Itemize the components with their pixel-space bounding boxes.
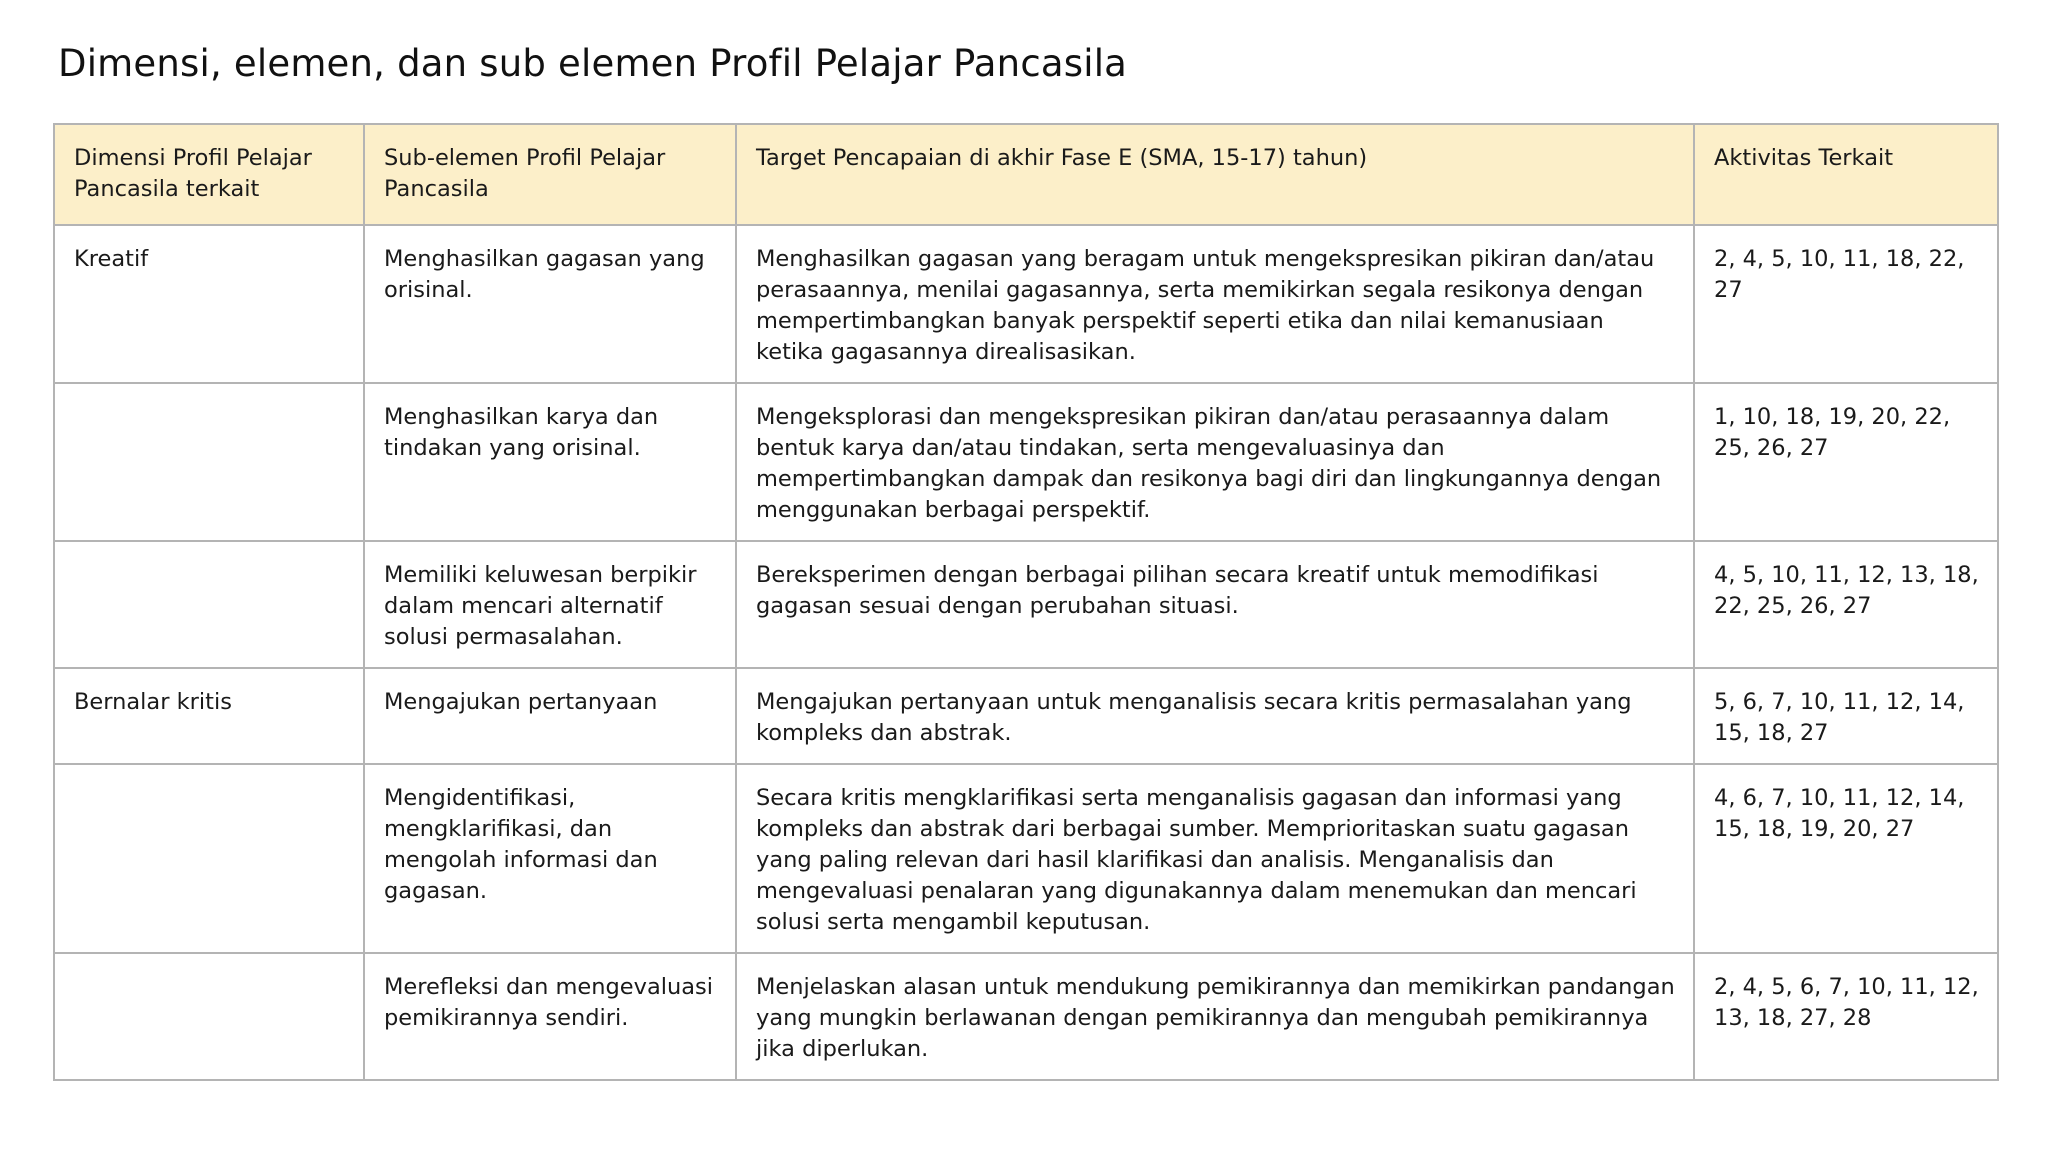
cell-dimension	[54, 953, 364, 1080]
header-sub-element: Sub-elemen Profil Pelajar Pancasila	[364, 124, 736, 225]
table-row	[54, 953, 1998, 1080]
table-header-row	[54, 124, 1998, 225]
cell-activities: 2, 4, 5, 10, 11, 18, 22, 27	[1694, 225, 1998, 383]
table-row	[54, 383, 1998, 541]
cell-activities: 5, 6, 7, 10, 11, 12, 14, 15, 18, 27	[1694, 668, 1998, 764]
cell-target: Mengajukan pertanyaan untuk menganalisis secara kritis permasalahan yang kompleks dan abstrak.	[736, 668, 1694, 764]
cell-sub-element: Merefleksi dan mengevaluasi pemikirannya sendiri.	[364, 953, 736, 1080]
cell-activities: 2, 4, 5, 6, 7, 10, 11, 12, 13, 18, 27, 28	[1694, 953, 1998, 1080]
header-dimension: Dimensi Profil Pelajar Pancasila terkait	[54, 124, 364, 225]
cell-dimension: Kreatif	[54, 225, 364, 383]
profile-table	[53, 123, 1999, 1081]
cell-dimension	[54, 764, 364, 953]
cell-dimension	[54, 541, 364, 668]
cell-dimension: Bernalar kritis	[54, 668, 364, 764]
cell-sub-element: Mengajukan pertanyaan	[364, 668, 736, 764]
header-activities: Aktivitas Terkait	[1694, 124, 1998, 225]
cell-target: Mengeksplorasi dan mengekspresikan pikiran dan/atau perasaannya dalam bentuk karya dan/atau tindakan, serta mengevaluasinya dan mempertimbangkan dampak dan resikonya bagi diri dan lingkungannya dengan menggunakan berbagai perspektif.	[736, 383, 1694, 541]
cell-target: Secara kritis mengklarifikasi serta menganalisis gagasan dan informasi yang kompleks dan abstrak dari berbagai sumber. Memprioritaskan suatu gagasan yang paling relevan dari hasil klarifikasi dan analisis. Menganalisis dan mengevaluasi penalaran yang digunakannya dalam menemukan dan mencari solusi serta mengambil keputusan.	[736, 764, 1694, 953]
cell-target: Menjelaskan alasan untuk mendukung pemikirannya dan memikirkan pandangan yang mungkin berlawanan dengan pemikirannya dan mengubah pemikirannya jika diperlukan.	[736, 953, 1694, 1080]
table-row	[54, 764, 1998, 953]
cell-sub-element: Menghasilkan karya dan tindakan yang orisinal.	[364, 383, 736, 541]
cell-activities: 4, 6, 7, 10, 11, 12, 14, 15, 18, 19, 20, 27	[1694, 764, 1998, 953]
table-row	[54, 668, 1998, 764]
cell-activities: 4, 5, 10, 11, 12, 13, 18, 22, 25, 26, 27	[1694, 541, 1998, 668]
table-row	[54, 225, 1998, 383]
cell-target: Bereksperimen dengan berbagai pilihan secara kreatif untuk memodifikasi gagasan sesuai dengan perubahan situasi.	[736, 541, 1694, 668]
cell-sub-element: Menghasilkan gagasan yang orisinal.	[364, 225, 736, 383]
table-row	[54, 541, 1998, 668]
cell-activities: 1, 10, 18, 19, 20, 22, 25, 26, 27	[1694, 383, 1998, 541]
header-target: Target Pencapaian di akhir Fase E (SMA, 15-17) tahun)	[736, 124, 1694, 225]
page-title: Dimensi, elemen, dan sub elemen Profil Pelajar Pancasila	[58, 42, 1128, 85]
cell-sub-element: Memiliki keluwesan berpikir dalam mencari alternatif solusi permasalahan.	[364, 541, 736, 668]
cell-sub-element: Mengidentifikasi, mengklarifikasi, dan mengolah informasi dan gagasan.	[364, 764, 736, 953]
cell-target: Menghasilkan gagasan yang beragam untuk mengekspresikan pikiran dan/atau perasaannya, menilai gagasannya, serta memikirkan segala resikonya dengan mempertimbangkan banyak perspektif seperti etika dan nilai kemanusiaan ketika gagasannya direalisasikan.	[736, 225, 1694, 383]
cell-dimension	[54, 383, 364, 541]
